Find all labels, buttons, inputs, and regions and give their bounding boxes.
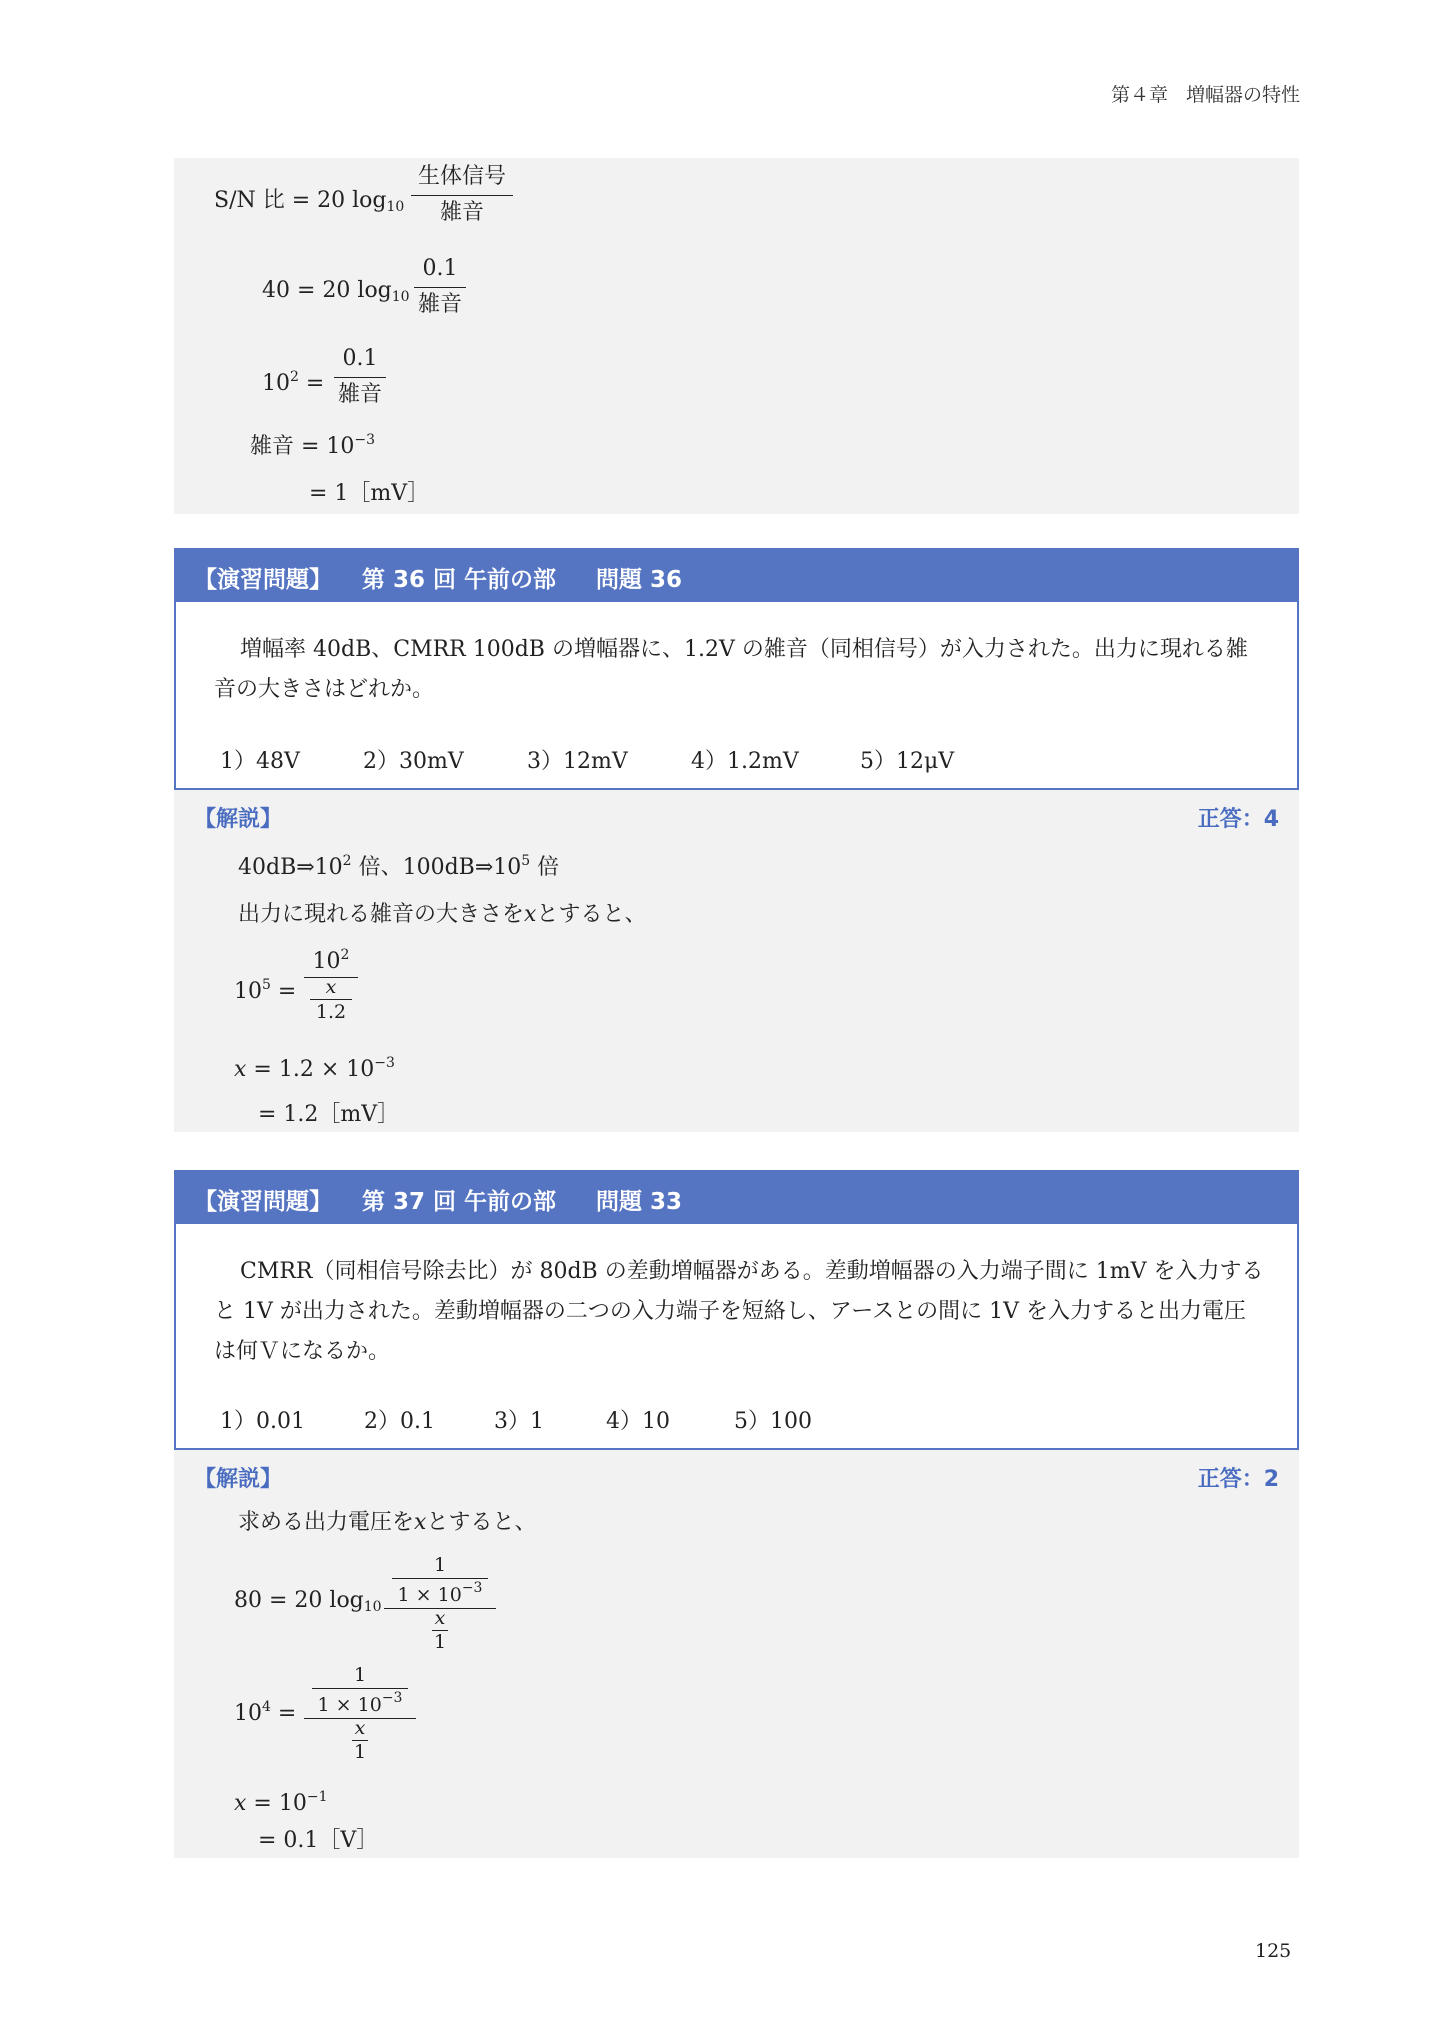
question-header bbox=[174, 1170, 1299, 1222]
question-number: 問題 36 bbox=[596, 567, 683, 593]
chapter-title: 増幅器の特性 bbox=[1185, 84, 1300, 106]
result-line-1: $x = 10^{-1}$ bbox=[234, 1789, 328, 1816]
solution-block bbox=[174, 790, 1299, 1132]
chapter-number: 第４章 bbox=[1110, 84, 1168, 106]
choice-3: 3）12mV bbox=[527, 749, 628, 774]
answer-choices bbox=[220, 1404, 812, 1435]
choice-2: 2）30mV bbox=[363, 749, 464, 774]
solution-line-1: 求める出力電圧をxとすると、 bbox=[238, 1510, 537, 1535]
answer-choices bbox=[220, 744, 954, 775]
question-exam: 第 37 回 午前の部 bbox=[362, 1189, 557, 1215]
result-line-2: = 1.2［mV］ bbox=[258, 1102, 400, 1127]
eq5: = 1［mV］ bbox=[309, 481, 430, 506]
choice-3: 3）1 bbox=[494, 1409, 544, 1434]
question-number: 問題 33 bbox=[596, 1189, 683, 1215]
compound-fraction-2: 1 $1 \times 10^{-3}$ x 1 bbox=[304, 1666, 416, 1762]
eq2-fraction: 0.1 雑音 bbox=[414, 258, 466, 316]
chapter-header bbox=[1080, 80, 1300, 107]
question-text: CMRR（同相信号除去比）が 80dB の差動増幅器がある。差動増幅器の入力端子間に 1mV を入力すると 1V が出力された。差動増幅器の二つの入力端子を短絡し、アースとの間に 1V を入力すると出力電圧は何Ｖになるか。 bbox=[214, 1259, 1264, 1364]
question-label: 【演習問題】 bbox=[194, 1189, 332, 1215]
choice-5: 5）100 bbox=[734, 1409, 812, 1434]
solution-block bbox=[174, 1450, 1299, 1858]
compound-fraction: $10^2$ x 1.2 bbox=[304, 948, 358, 1022]
choice-1: 1）48V bbox=[220, 749, 300, 774]
top-solution-block bbox=[174, 158, 1299, 514]
question-box bbox=[174, 1222, 1299, 1450]
correct-answer: 正答：2 bbox=[1197, 1467, 1279, 1492]
kaisetsu-label: 【解説】 bbox=[194, 1467, 283, 1492]
question-exam: 第 36 回 午前の部 bbox=[362, 567, 557, 593]
equation-lhs: $10^5$ = bbox=[234, 977, 297, 1004]
choice-4: 4）1.2mV bbox=[691, 749, 799, 774]
page-number: 125 bbox=[1255, 1940, 1292, 1962]
eq4: 雑音 = $10^{-3}$ bbox=[250, 432, 376, 459]
eq3-lhs: $10^2$ = bbox=[262, 369, 325, 396]
choice-4: 4）10 bbox=[606, 1409, 670, 1434]
question-header bbox=[174, 548, 1299, 600]
compound-fraction-1: 1 $1 \times 10^{-3}$ x 1 bbox=[384, 1556, 496, 1652]
solution-line-1: $40dB\Rightarrow 10^2$ 倍、$100dB\Rightarrow 10^5$ 倍 bbox=[238, 853, 560, 880]
result-line-1: $x = 1.2 \times 10^{-3}$ bbox=[234, 1055, 395, 1082]
choice-2: 2）0.1 bbox=[364, 1409, 435, 1434]
kaisetsu-label: 【解説】 bbox=[194, 807, 283, 832]
sn-fraction: 生体信号 雑音 bbox=[411, 166, 513, 224]
equation-1-lhs: 80 = 20 $\log_{10}$ bbox=[234, 1588, 382, 1615]
correct-answer: 正答：4 bbox=[1197, 807, 1279, 832]
result-line-2: = 0.1［V］ bbox=[258, 1828, 379, 1853]
choice-1: 1）0.01 bbox=[220, 1409, 305, 1434]
question-label: 【演習問題】 bbox=[194, 567, 332, 593]
question-text: 増幅率 40dB、CMRR 100dB の増幅器に、1.2V の雑音（同相信号）が入力された。出力に現れる雑音の大きさはどれか。 bbox=[214, 637, 1248, 702]
solution-line-2: 出力に現れる雑音の大きさをxとすると、 bbox=[238, 902, 647, 927]
eq3-fraction: 0.1 雑音 bbox=[334, 348, 386, 406]
sn-equation-lhs: S/N 比 = 20 $\log_{10}$ bbox=[214, 188, 405, 215]
question-box bbox=[174, 600, 1299, 790]
eq2-lhs: 40 = 20 $\log_{10}$ bbox=[262, 278, 410, 305]
choice-5: 5）12μV bbox=[860, 749, 955, 774]
equation-2-lhs: $10^4$ = bbox=[234, 1699, 297, 1726]
